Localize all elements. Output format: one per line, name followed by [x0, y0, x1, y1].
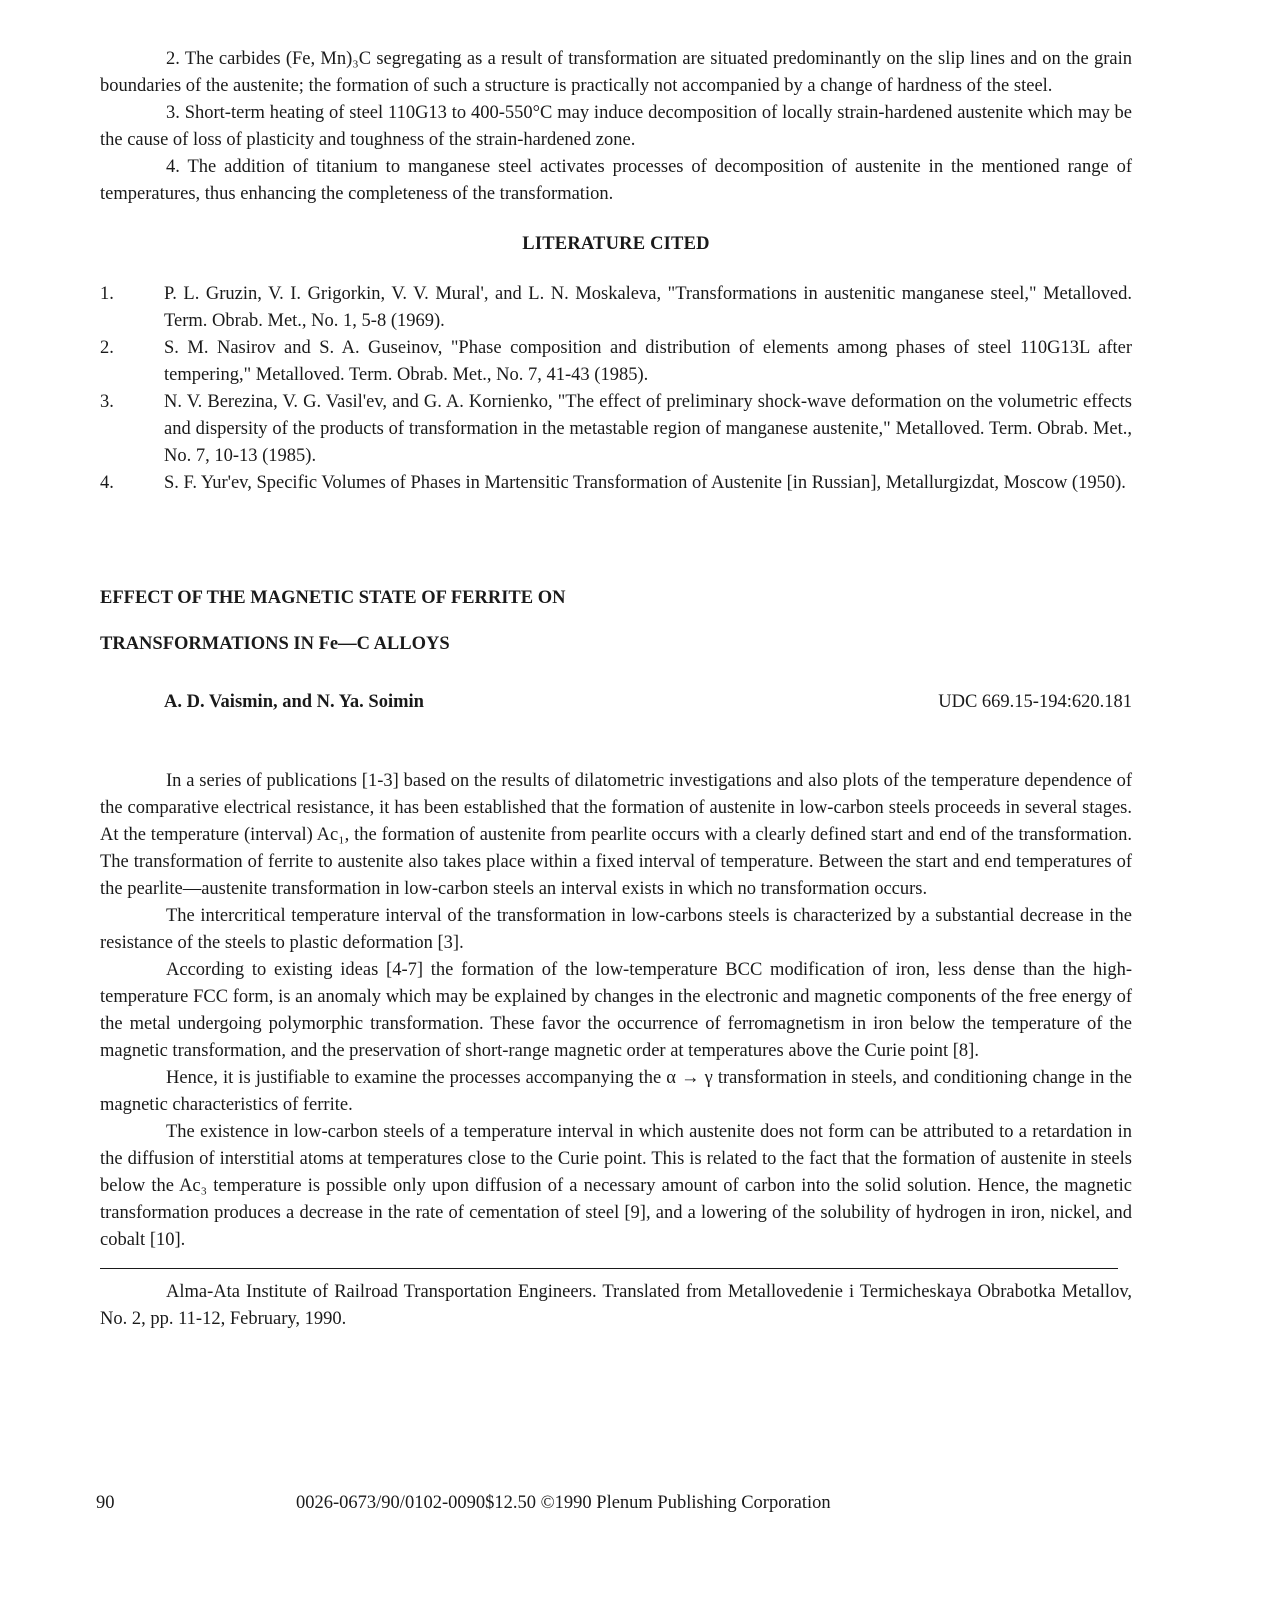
reference-item: [100, 470, 1132, 497]
literature-heading: LITERATURE CITED: [522, 234, 710, 254]
article-authors: A. D. Vaismin, and N. Ya. Soimin: [164, 692, 424, 712]
body-paragraph: According to existing ideas [4-7] the formation of the low-temperature BCC modification of iron, less dense than the high-temperature FCC form, is an anomaly which may be explained by changes in the electronic and magnetic components of the free energy of the metal undergoing polymorphic transformation. These favor the occurrence of ferromagnetism in iron below the temperature of the magnetic transformation, and the preservation of short-range magnetic order at temperatures above the Curie point [8].: [100, 960, 1132, 1061]
reference-list: [100, 281, 1132, 497]
reference-number: 4.: [100, 473, 114, 493]
footnote-divider: [100, 1268, 1118, 1269]
article-title-line: TRANSFORMATIONS IN Fe—C ALLOYS: [100, 634, 450, 654]
conclusion-item: 4. The addition of titanium to manganese steel activates processes of decomposition of austenite in the mentioned range of temperatures, thus enhancing the completeness of the transformation.: [100, 157, 1132, 204]
reference-text: N. V. Berezina, V. G. Vasil'ev, and G. A. Kornienko, "The effect of preliminary shock-wave deformation on the volumetric effects and dispersity of the products of transformation in the metastable region of manganese austenite," Metalloved. Term. Obrab. Met., No. 7, 10-13 (1985).: [164, 392, 1132, 466]
reference-number: 2.: [100, 338, 114, 358]
article-title-line: EFFECT OF THE MAGNETIC STATE OF FERRITE ON: [100, 588, 566, 608]
body-paragraph: Hence, it is justifiable to examine the processes accompanying the α → γ transformation in steels, and conditioning change in the magnetic characteristics of ferrite.: [100, 1068, 1132, 1115]
body-paragraph: The intercritical temperature interval of the transformation in low-carbons steels is characterized by a substantial decrease in the resistance of the steels to plastic deformation [3].: [100, 906, 1132, 953]
reference-text: S. M. Nasirov and S. A. Guseinov, "Phase composition and distribution of elements among phases of steel 110G13L after tempering," Metalloved. Term. Obrab. Met., No. 7, 41-43 (1985).: [164, 338, 1132, 385]
reference-number: 3.: [100, 392, 114, 412]
article-title: [100, 575, 1132, 667]
conclusions-list: [100, 46, 1132, 208]
reference-text: S. F. Yur'ev, Specific Volumes of Phases in Martensitic Transformation of Austenite [in Russian], Metallurgizdat, Moscow (1950).: [164, 473, 1126, 493]
reference-number: 1.: [100, 284, 114, 304]
page-content: [100, 46, 1132, 1333]
conclusion-item: 3. Short-term heating of steel 110G13 to 400-550°C may induce decomposition of locally strain-hardened austenite which may be the cause of loss of plasticity and toughness of the strain-hardened zone.: [100, 103, 1132, 150]
footnote: Alma-Ata Institute of Railroad Transportation Engineers. Translated from Metallovedenie i Termicheskaya Obrabotka Metallov, No. 2, pp. 11-12, February, 1990.: [100, 1282, 1132, 1329]
reference-item: [100, 389, 1132, 470]
byline: [100, 689, 1132, 716]
conclusion-item: 2. The carbides (Fe, Mn)₃C segregating as a result of transformation are situated predominantly on the slip lines and on the grain boundaries of the austenite; the formation of such a structure is practically not accompanied by a change of hardness of the steel.: [100, 49, 1132, 96]
body-paragraph: The existence in low-carbon steels of a temperature interval in which austenite does not form can be attributed to a retardation in the diffusion of interstitial atoms at temperatures close to the Curie point. This is related to the fact that the formation of austenite in steels below the Ac₃ temperature is possible only upon diffusion of a necessary amount of carbon into the solid solution. Hence, the magnetic transformation produces a decrease in the rate of cementation of steel [9], and a lowering of the solubility of hydrogen in iron, nickel, and cobalt [10].: [100, 1122, 1132, 1250]
reference-item: [100, 281, 1132, 335]
reference-item: [100, 335, 1132, 389]
page-number: 90: [96, 1493, 115, 1513]
article-body: [100, 768, 1132, 1254]
reference-text: P. L. Gruzin, V. I. Grigorkin, V. V. Mural', and L. N. Moskaleva, "Transformations in austenitic manganese steel," Metalloved. Term. Obrab. Met., No. 1, 5-8 (1969).: [164, 284, 1132, 331]
publication-identifier: 0026-0673/90/0102-0090$12.50 ©1990 Plenum Publishing Corporation: [296, 1493, 831, 1513]
body-paragraph: In a series of publications [1-3] based on the results of dilatometric investigations and also plots of the temperature dependence of the comparative electrical resistance, it has been established that the formation of austenite in low-carbon steels proceeds in several stages. At the temperature (interval) Ac₁, the formation of austenite from pearlite occurs with a clearly defined start and end of the transformation. The transformation of ferrite to austenite also takes place within a fixed interval of temperature. Between the start and end temperatures of the pearlite—austenite transformation in low-carbon steels an interval exists in which no transformation occurs.: [100, 771, 1132, 899]
udc-code: UDC 669.15-194:620.181: [938, 692, 1132, 712]
